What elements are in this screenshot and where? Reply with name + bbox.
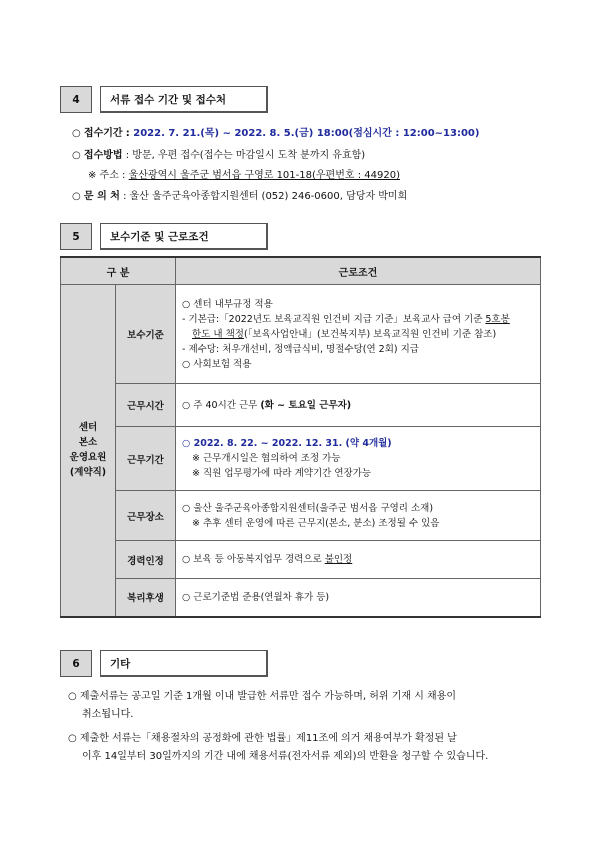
period-label: 접수기간 (83, 128, 123, 139)
row-label-pay: 보수기준 (116, 285, 176, 384)
row-label-place: 근무장소 (116, 491, 176, 541)
period-line-1: ○ 2022. 8. 22. ~ 2022. 12. 31. (약 4개월) (182, 438, 392, 449)
table-row (61, 384, 541, 427)
row-label-welfare: 복리후생 (116, 579, 176, 617)
pay-line-4: - 제수당: 처우개선비, 정액급식비, 명절수당(연 2회) 지급 (182, 343, 419, 355)
pay-line-5: ○ 사회보험 적용 (182, 358, 252, 370)
address-line (88, 166, 400, 181)
period-content (176, 427, 541, 491)
career-content: ○ 보육 등 아동복지업무 경력으로 불인정 (176, 541, 541, 579)
period-value: 2022. 7. 21.(목) ~ 2022. 8. 5.(금) 18:00(점심시간 : 12:00~13:00) (133, 128, 480, 139)
pay-line-1: ○ 센터 내부규정 적용 (182, 298, 273, 310)
table-header-row (61, 257, 541, 285)
row-label-hours: 근무시간 (116, 384, 176, 427)
welfare-content: ○ 근로기준법 준용(연월차 휴가 등) (176, 579, 541, 617)
table-row (61, 579, 541, 617)
table-row (61, 427, 541, 491)
contact-label: 문 의 처 (83, 191, 120, 202)
table-row (61, 491, 541, 541)
period-line-3: ※ 직원 업무평가에 따라 계약기간 연장가능 (192, 468, 372, 479)
pay-line-3: 한도 내 책정(「보육사업안내」(보건복지부) 보육교직원 인건비 기준 참조) (192, 328, 497, 340)
header-condition: 근로조건 (176, 257, 541, 285)
bullet: ○ (72, 191, 81, 202)
pay-content (176, 285, 541, 384)
address-prefix: ※ 주소 : (88, 170, 129, 181)
note-1-line-2: 취소됩니다. (82, 709, 134, 720)
period-line-2: ※ 근무개시일은 협의하여 조정 가능 (192, 453, 341, 464)
table-row (61, 285, 541, 384)
note-paragraph-2 (68, 730, 546, 766)
note-paragraph-1 (68, 688, 546, 724)
period-line: ○ 접수기간 : 2022. 7. 21.(목) ~ 2022. 8. 5.(금) 18:00(점심시간 : 12:00~13:00) (72, 128, 480, 139)
method-line (72, 146, 365, 161)
note-2-line-1: ○ 제출한 서류는「채용절차의 공정화에 관한 법률」제11조에 의거 채용여부가 확정된 날 (68, 733, 457, 744)
section-number: 6 (60, 650, 92, 677)
table-row (61, 541, 541, 579)
section-4-header (60, 86, 268, 113)
contact-value: : 울산 울주군육아종합지원센터 (052) 246-0600, 담당자 박미희 (123, 191, 408, 202)
contact-line (72, 187, 407, 202)
pay-line-2: - 기본급:「2022년도 보육교직원 인건비 지급 기준」보육교사 급여 기준 5호봉 (182, 313, 510, 325)
address-value: 울산광역시 울주군 범서읍 구영로 101-18(우편번호 : 44920) (128, 170, 400, 181)
section-number: 4 (60, 86, 92, 113)
place-line-2: ※ 추후 센터 운영에 따른 근무지(본소, 분소) 조정될 수 있음 (192, 517, 440, 529)
place-content (176, 491, 541, 541)
hours-content: ○ 주 40시간 근무 (화 ~ 토요일 근무자) (176, 384, 541, 427)
bullet: ○ (72, 128, 81, 139)
note-2-line-2: 이후 14일부터 30일까지의 기간 내에 채용서류(전자서류 제외)의 반환을 청구할 수 있습니다. (82, 751, 489, 762)
section-6-header (60, 650, 268, 677)
row-label-period: 근무기간 (116, 427, 176, 491)
conditions-table (60, 256, 541, 618)
method-label: 접수방법 (83, 150, 123, 161)
section-title: 보수기준 및 근로조건 (100, 223, 268, 250)
row-label-career: 경력인정 (116, 541, 176, 579)
note-1-line-1: ○ 제출서류는 공고일 기준 1개월 이내 발급한 서류만 접수 가능하며, 허위 기재 시 채용이 (68, 691, 457, 702)
section-title: 기타 (100, 650, 268, 677)
bullet: ○ (72, 150, 81, 161)
method-value: : 방문, 우편 접수(접수는 마감일시 도착 분까지 유효함) (125, 150, 366, 161)
section-5-header (60, 223, 268, 250)
group-label: 센터 본소 운영요원 (계약직) (61, 285, 116, 617)
place-line-1: ○ 울산 울주군육아종합지원센터(울주군 범서읍 구영리 소재) (182, 502, 434, 514)
section-title: 서류 접수 기간 및 접수처 (100, 86, 268, 113)
section-number: 5 (60, 223, 92, 250)
header-category: 구 분 (61, 257, 176, 285)
